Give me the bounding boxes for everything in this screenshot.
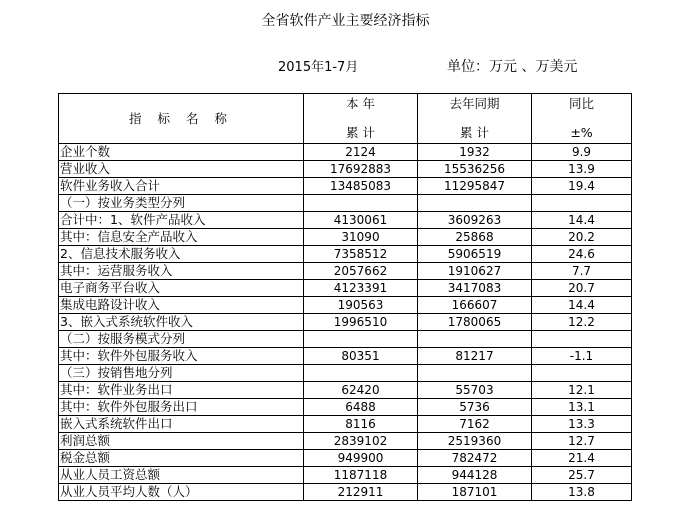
- table-row: [59, 263, 632, 280]
- row-current-value: 80351: [304, 348, 418, 365]
- row-label: 电子商务平台收入: [59, 280, 304, 297]
- row-label: 营业收入: [59, 161, 304, 178]
- table-row: [59, 195, 632, 212]
- table-row: [59, 450, 632, 467]
- row-current-value: 17692883: [304, 161, 418, 178]
- table-row: [59, 178, 632, 195]
- table-row: [59, 229, 632, 246]
- row-previous-value: 11295847: [418, 178, 532, 195]
- row-previous-value: 5906519: [418, 246, 532, 263]
- row-label: 企业个数: [59, 144, 304, 161]
- row-previous-value: [418, 365, 532, 382]
- row-label: 其中：软件业务出口: [59, 382, 304, 399]
- row-label: 软件业务收入合计: [59, 178, 304, 195]
- row-yoy-percent: 13.8: [532, 484, 632, 501]
- row-label: 合计中：1、软件产品收入: [59, 212, 304, 229]
- row-yoy-percent: [532, 331, 632, 348]
- row-current-value: 2124: [304, 144, 418, 161]
- row-previous-value: 3417083: [418, 280, 532, 297]
- row-current-value: [304, 331, 418, 348]
- row-previous-value: 25868: [418, 229, 532, 246]
- row-label: （二）按服务模式分列: [59, 331, 304, 348]
- table-row: [59, 331, 632, 348]
- row-previous-value: 187101: [418, 484, 532, 501]
- row-label: 集成电路设计收入: [59, 297, 304, 314]
- row-label: 2、信息技术服务收入: [59, 246, 304, 263]
- row-current-value: 31090: [304, 229, 418, 246]
- table-row: [59, 433, 632, 450]
- row-current-value: 6488: [304, 399, 418, 416]
- row-previous-value: 7162: [418, 416, 532, 433]
- header-yoy-bottom: ±%: [570, 125, 593, 140]
- header-current-year: [304, 94, 418, 144]
- table-row: [59, 297, 632, 314]
- row-current-value: 7358512: [304, 246, 418, 263]
- row-yoy-percent: 13.1: [532, 399, 632, 416]
- row-yoy-percent: 9.9: [532, 144, 632, 161]
- table-row: [59, 144, 632, 161]
- row-yoy-percent: 12.2: [532, 314, 632, 331]
- unit-label: 单位：万元 、万美元: [447, 59, 578, 75]
- row-yoy-percent: 21.4: [532, 450, 632, 467]
- row-previous-value: 55703: [418, 382, 532, 399]
- row-previous-value: 1932: [418, 144, 532, 161]
- row-current-value: 8116: [304, 416, 418, 433]
- row-yoy-percent: 7.7: [532, 263, 632, 280]
- row-current-value: 2057662: [304, 263, 418, 280]
- row-previous-value: 5736: [418, 399, 532, 416]
- table-header-row: [59, 94, 632, 144]
- header-prev-top: 去年同期: [449, 96, 500, 111]
- table-row: [59, 399, 632, 416]
- row-yoy-percent: 14.4: [532, 212, 632, 229]
- row-yoy-percent: [532, 195, 632, 212]
- table-row: [59, 484, 632, 501]
- row-previous-value: 15536256: [418, 161, 532, 178]
- row-previous-value: [418, 331, 532, 348]
- header-current-bottom: 累 计: [346, 125, 375, 140]
- row-current-value: 1996510: [304, 314, 418, 331]
- row-label: 其中：运营服务收入: [59, 263, 304, 280]
- row-previous-value: 3609263: [418, 212, 532, 229]
- row-current-value: 949900: [304, 450, 418, 467]
- header-previous-year: [418, 94, 532, 144]
- header-prev-bottom: 累 计: [460, 125, 489, 140]
- row-yoy-percent: 13.9: [532, 161, 632, 178]
- row-current-value: 1187118: [304, 467, 418, 484]
- row-label: 嵌入式系统软件出口: [59, 416, 304, 433]
- indicator-table: [58, 93, 632, 501]
- table-row: [59, 348, 632, 365]
- row-yoy-percent: 20.7: [532, 280, 632, 297]
- table-row: [59, 314, 632, 331]
- row-label: 其中：软件外包服务出口: [59, 399, 304, 416]
- row-current-value: 4123391: [304, 280, 418, 297]
- row-previous-value: 944128: [418, 467, 532, 484]
- table-row: [59, 161, 632, 178]
- page-title: 全省软件产业主要经济指标: [261, 13, 430, 29]
- row-label: （一）按业务类型分列: [59, 195, 304, 212]
- header-indicator-name: 指 标 名 称: [59, 94, 304, 144]
- row-yoy-percent: 12.7: [532, 433, 632, 450]
- row-previous-value: 81217: [418, 348, 532, 365]
- row-label: 利润总额: [59, 433, 304, 450]
- row-label: （三）按销售地分列: [59, 365, 304, 382]
- row-yoy-percent: 25.7: [532, 467, 632, 484]
- row-previous-value: 166607: [418, 297, 532, 314]
- row-previous-value: 1910627: [418, 263, 532, 280]
- row-current-value: 190563: [304, 297, 418, 314]
- row-label: 税金总额: [59, 450, 304, 467]
- row-previous-value: [418, 195, 532, 212]
- row-current-value: [304, 365, 418, 382]
- header-yoy: [532, 94, 632, 144]
- table-row: [59, 212, 632, 229]
- row-label: 其中：信息安全产品收入: [59, 229, 304, 246]
- row-label: 3、嵌入式系统软件收入: [59, 314, 304, 331]
- row-yoy-percent: [532, 365, 632, 382]
- table-row: [59, 280, 632, 297]
- table-row: [59, 365, 632, 382]
- row-yoy-percent: 14.4: [532, 297, 632, 314]
- table-row: [59, 416, 632, 433]
- row-previous-value: 2519360: [418, 433, 532, 450]
- row-current-value: [304, 195, 418, 212]
- row-yoy-percent: 12.1: [532, 382, 632, 399]
- row-yoy-percent: 19.4: [532, 178, 632, 195]
- row-previous-value: 1780065: [418, 314, 532, 331]
- row-yoy-percent: -1.1: [532, 348, 632, 365]
- row-current-value: 62420: [304, 382, 418, 399]
- row-yoy-percent: 13.3: [532, 416, 632, 433]
- table-row: [59, 467, 632, 484]
- row-previous-value: 782472: [418, 450, 532, 467]
- table-row: [59, 246, 632, 263]
- row-yoy-percent: 24.6: [532, 246, 632, 263]
- table-row: [59, 382, 632, 399]
- row-label: 其中：软件外包服务收入: [59, 348, 304, 365]
- header-yoy-top: 同比: [568, 96, 594, 111]
- row-label: 从业人员工资总额: [59, 467, 304, 484]
- header-current-top: 本 年: [346, 96, 375, 111]
- row-label: 从业人员平均人数（人）: [59, 484, 304, 501]
- row-current-value: 13485083: [304, 178, 418, 195]
- period-label: 2015年1-7月: [278, 60, 359, 75]
- row-current-value: 2839102: [304, 433, 418, 450]
- row-current-value: 4130061: [304, 212, 418, 229]
- row-current-value: 212911: [304, 484, 418, 501]
- row-yoy-percent: 20.2: [532, 229, 632, 246]
